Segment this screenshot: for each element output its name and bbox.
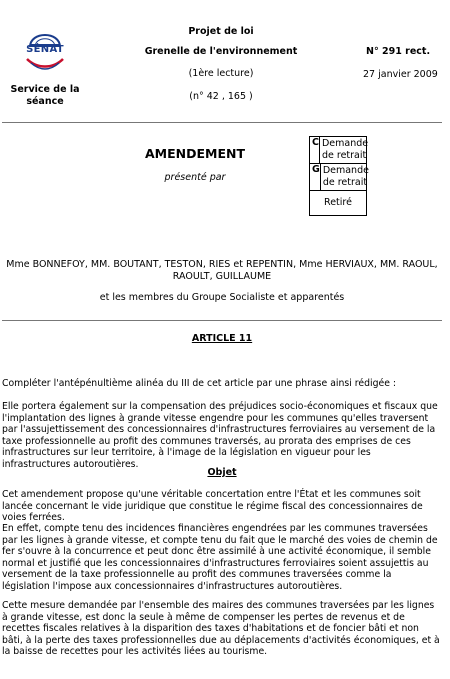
amendment-title: AMENDEMENT (145, 146, 245, 161)
amendment-number: N° 291 rect. (366, 46, 431, 57)
status-code: C (310, 137, 320, 163)
status-row-c (310, 137, 369, 164)
authors-names: Mme BONNEFOY, MM. BOUTANT, TESTON, RIES et REPENTIN, Mme HERVIAUX, MM. RAOUL, RAOULT, GUILLAUME (6, 259, 438, 282)
law-title: Grenelle de l'environnement (144, 46, 298, 57)
status-box (309, 136, 367, 216)
objet-heading: Objet (207, 467, 237, 478)
status-label: Demande de retrait (322, 165, 369, 188)
objet-paragraph-2: En effet, compte tenu des incidences financières engendrées par les communes traversées par les lignes à grande vitesse, et compte tenu du fait que le marché des voies de chemin de fer s'ouvre à la concurrence et peut donc être assimilé à une activité économique, il semble normal et justifié que les concessionnaires d'infrastructures ferroviaires soient assujettis au versement de la taxe professionnelle au profit des communes traversées comme la législation l'impose aux concessionnaires d'infrastructures autoroutières. (2, 523, 438, 592)
text-numbers: (n° 42 , 165 ) (189, 91, 253, 102)
authors-group: et les membres du Groupe Socialiste et apparentés (99, 292, 345, 303)
logo-text: SÉNAT (26, 44, 64, 55)
article-intro: Compléter l'antépénultième alinéa du III de cet article par une phrase ainsi rédigée : (2, 378, 396, 389)
article-text: Elle portera également sur la compensation des préjudices socio-économiques et fiscaux que l'implantation des lignes à grande vitesse engendre pour les communes qu'elles traversent par l'assujettissement des concessionnaires d'infrastructures ferroviaires au versement de la taxe professionnelle au profit des communes traversés, au prorata des emprises de ces infrastructures sur leur territoire, à l'image de la législation en vigueur pour les infrastructures autoroutières. (2, 401, 438, 470)
status-code: G (310, 164, 321, 190)
service-label: Service de la séance (10, 84, 80, 107)
amendment-date: 27 janvier 2009 (363, 69, 438, 80)
senat-logo (22, 25, 68, 73)
article-heading: ARTICLE 11 (191, 333, 253, 344)
header-divider (2, 122, 442, 123)
authors-divider (2, 320, 442, 321)
objet-paragraph-1: Cet amendement propose qu'une véritable concertation entre l'État et les communes soit lancée concernant le vide juridique que constitue le régime fiscal des concessionnaires de voies ferrées. (2, 489, 423, 524)
objet-paragraph-3: Cette mesure demandée par l'ensemble des maires des communes traversées par les lignes à grande vitesse, est donc la seule à même de compenser les pertes de revenus et de recettes fiscales relatives à la disparition des taxes d'habitations et de foncier bâti et non bâti, à la perte des taxes professionnelles due au déplacements d'activités économiques, et à la baisse de recettes pour les activités liées au tourisme. (2, 600, 440, 658)
status-row-withdrawn (310, 191, 366, 215)
presented-by: présenté par (164, 172, 226, 183)
status-label: Retiré (324, 197, 352, 208)
status-label: Demande de retrait (321, 138, 369, 161)
reading-label: (1ère lecture) (188, 68, 254, 79)
project-label: Projet de loi (188, 26, 254, 37)
status-row-g (310, 164, 369, 191)
